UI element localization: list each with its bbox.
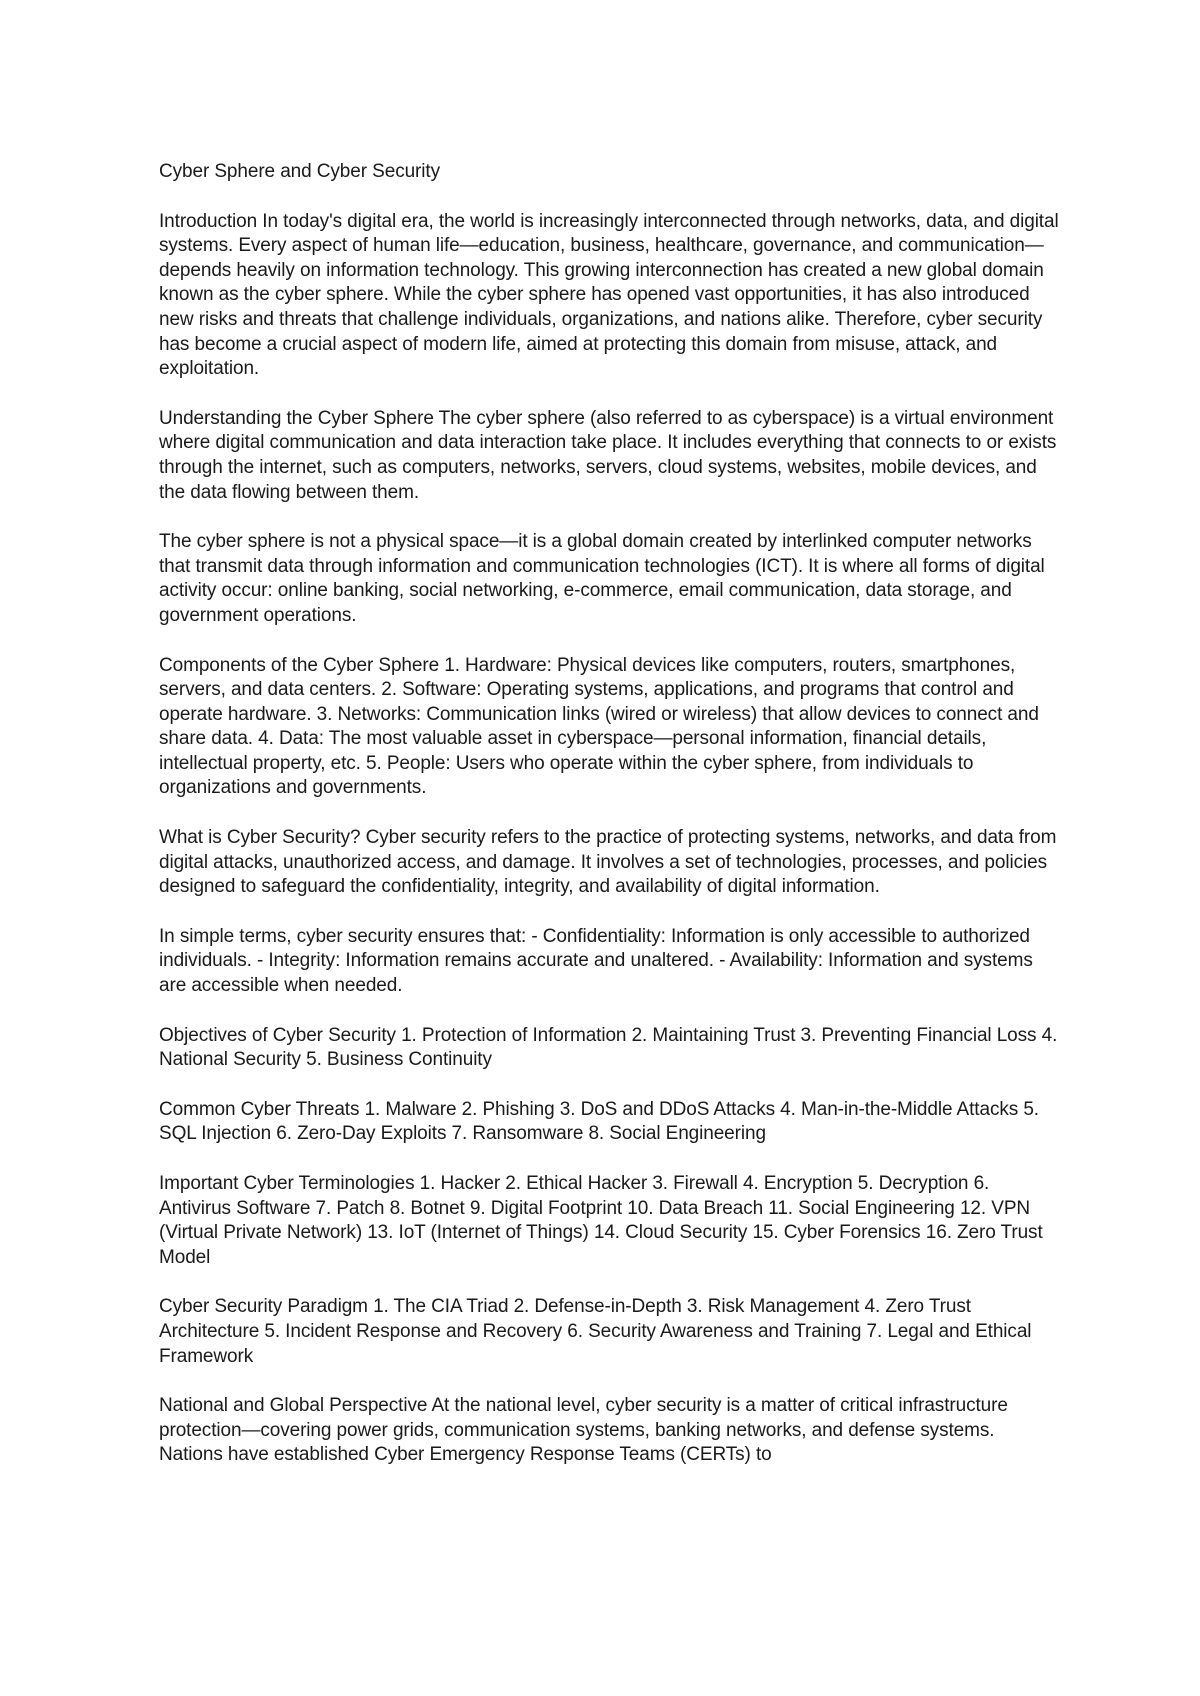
paragraph-introduction: Introduction In today's digital era, the world is increasingly interconnected through networks, data, and digital systems. Every aspect of human life—education, business, healthcare, governance, and communication—depends heavily on information technology. This growing interconnection has created a new global domain known as the cyber sphere. While the cyber sphere has opened vast opportunities, it has also introduced new risks and threats that challenge individuals, organizations, and nations alike. Therefore, cyber security has become a crucial aspect of modern life, aimed at protecting this domain from misuse, attack, and exploitation. — [159, 210, 1059, 380]
paragraph-common-threats: Common Cyber Threats 1. Malware 2. Phishing 3. DoS and DDoS Attacks 4. Man-in-the-Middle Attacks 5. SQL Injection 6. Zero-Day Exploits 7. Ransomware 8. Social Engineering — [159, 1098, 1039, 1145]
paragraph-national-global: National and Global Perspective At the national level, cyber security is a matter of critical infrastructure protection—covering power grids, communication systems, banking networks, and defense systems. Nations have established Cyber Emergency Response Teams (CERTs) to — [159, 1395, 1008, 1466]
paragraph-cyber-sphere-definition: The cyber sphere is not a physical space—it is a global domain created by interlinked computer networks that transmit data through information and communication technologies (ICT). It is where all forms of digital activity occur: online banking, social networking, e-commerce, email communication, data storage, and government operations. — [159, 531, 1045, 626]
paragraph-terminologies: Important Cyber Terminologies 1. Hacker 2. Ethical Hacker 3. Firewall 4. Encryption 5. Decryption 6. Antivirus Software 7. Patch 8. Botnet 9. Digital Footprint 10. Data Breach 11. Social Engineering 12. VPN (Virtual Private Network) 13. IoT (Internet of Things) 14. Cloud Security 15. Cyber Forensics 16. Zero Trust Model — [159, 1173, 1043, 1268]
paragraph-understanding-cyber-sphere: Understanding the Cyber Sphere The cyber sphere (also referred to as cyberspace) is a virtual environment where digital communication and data interaction take place. It includes everything that connects to or exists through the internet, such as computers, networks, servers, cloud systems, websites, mobile devices, and the data flowing between them. — [159, 407, 1057, 503]
document-body — [159, 160, 1059, 1493]
paragraph-components: Components of the Cyber Sphere 1. Hardware: Physical devices like computers, routers, smartphones, servers, and data centers. 2. Software: Operating systems, applications, and programs that control and operate hardware. 3. Networks: Communication links (wired or wireless) that allow devices to connect and share data. 4. Data: The most valuable asset in cyberspace—personal information, financial details, intellectual property, etc. 5. People: Users who operate within the cyber sphere, from individuals to organizations and governments. — [159, 654, 1039, 799]
paragraph-what-is-cyber-security: What is Cyber Security? Cyber security refers to the practice of protecting systems, networks, and data from digital attacks, unauthorized access, and damage. It involves a set of technologies, processes, and policies designed to safeguard the confidentiality, integrity, and availability of digital information. — [159, 827, 1057, 898]
paragraph-cia-simple-terms: In simple terms, cyber security ensures that: - Confidentiality: Information is only accessible to authorized individuals. - Integrity: Information remains accurate and unaltered. - Availability: Information and systems are accessible when needed. — [159, 925, 1033, 997]
document-title: Cyber Sphere and Cyber Security — [159, 161, 440, 182]
paragraph-paradigm: Cyber Security Paradigm 1. The CIA Triad 2. Defense-in-Depth 3. Risk Management 4. Zero Trust Architecture 5. Incident Response and Recovery 6. Security Awareness and Training 7. Legal and Ethical Framework — [159, 1296, 1032, 1367]
paragraph-objectives: Objectives of Cyber Security 1. Protection of Information 2. Maintaining Trust 3. Preventing Financial Loss 4. National Security 5. Business Continuity — [159, 1024, 1058, 1071]
